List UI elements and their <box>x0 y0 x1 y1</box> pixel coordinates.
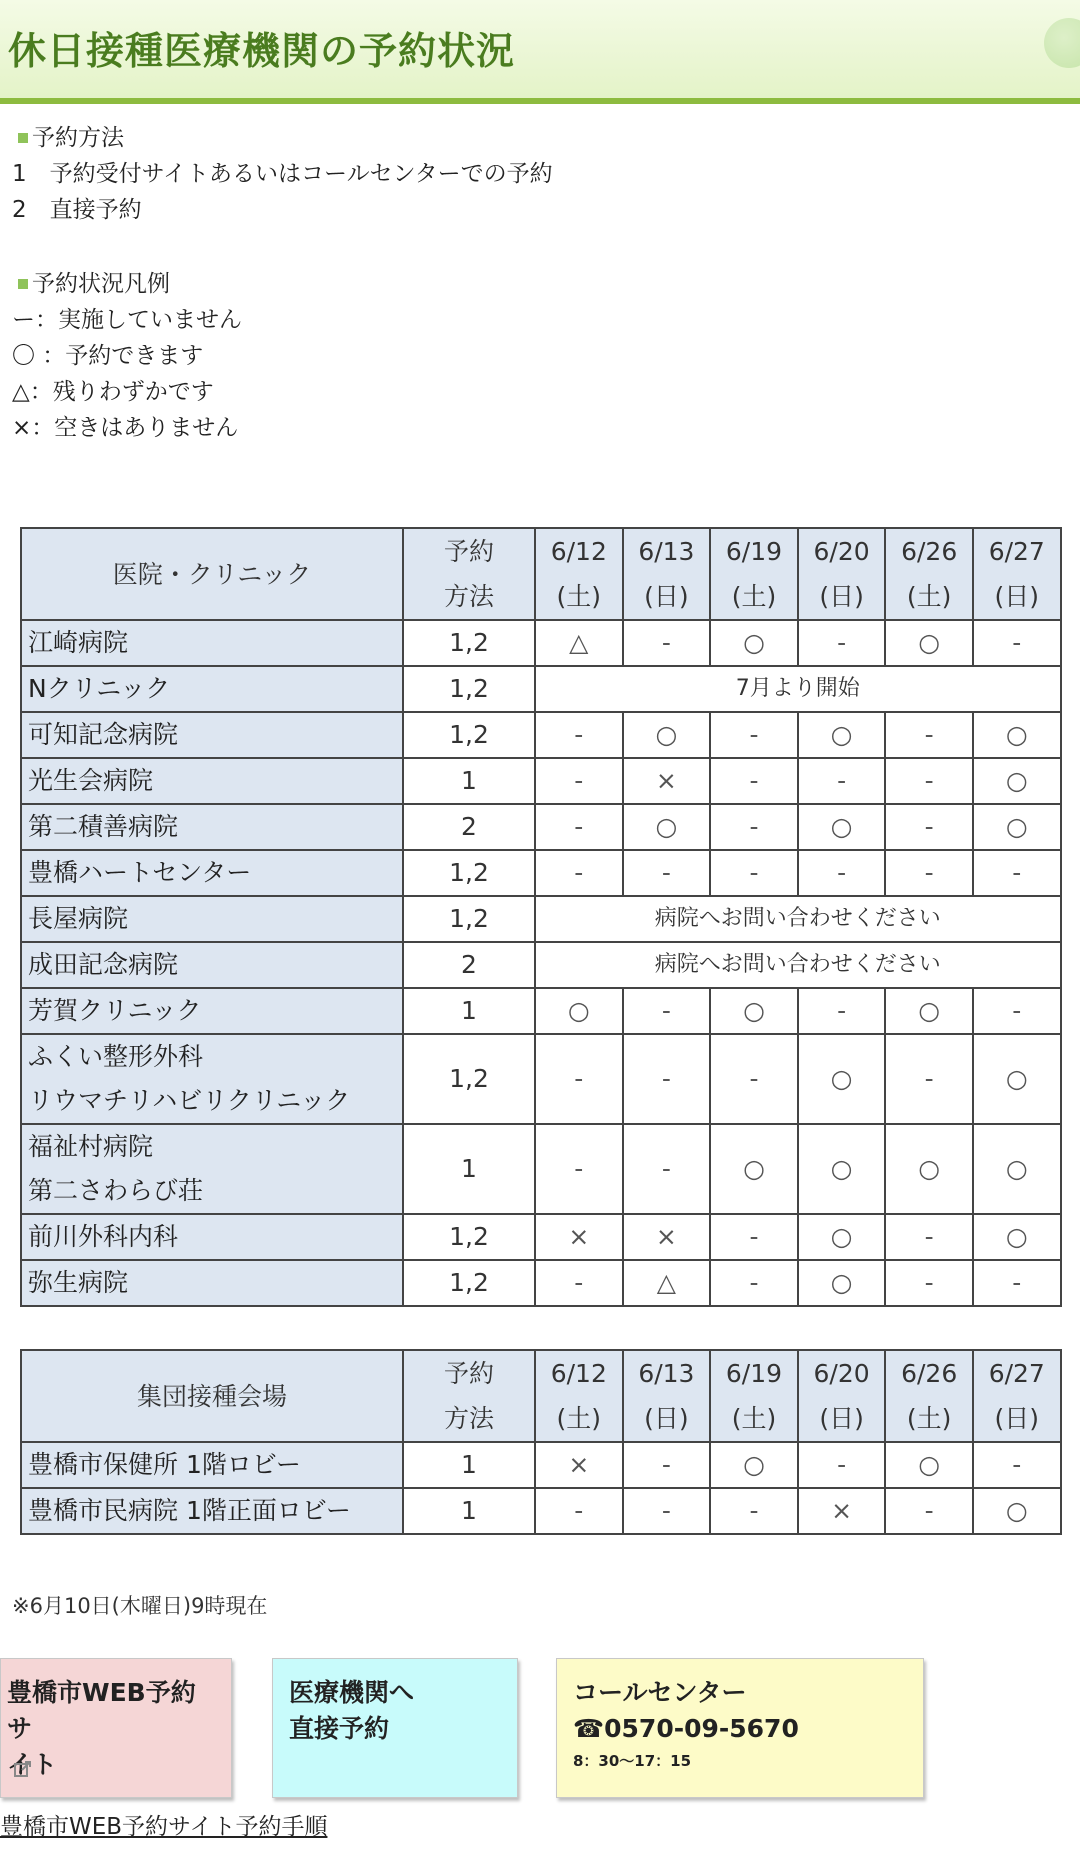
methods-title: 予約方法 <box>32 125 124 151</box>
table-row <box>21 712 1061 758</box>
availability-mark: ○ <box>798 712 886 758</box>
facility-name: 長屋病院 <box>21 896 403 942</box>
table-row <box>21 896 1061 942</box>
availability-mark: ○ <box>798 1260 886 1306</box>
reservation-method: 1 <box>403 988 535 1034</box>
external-link-icon <box>13 1759 33 1779</box>
availability-mark: - <box>535 804 623 850</box>
table-row <box>21 804 1061 850</box>
availability-mark: - <box>973 1442 1061 1488</box>
direct-reservation-label-2: 直接予約 <box>289 1714 390 1743</box>
reservation-method: 1,2 <box>403 1260 535 1306</box>
facility-name: 福祉村病院 第二さわらび荘 <box>21 1124 403 1214</box>
call-center-label: コールセンター <box>573 1678 747 1707</box>
web-reservation-button[interactable] <box>0 1658 232 1798</box>
legend-title: 予約状況凡例 <box>32 271 170 297</box>
status-legend <box>12 266 242 446</box>
availability-mark: ○ <box>623 804 711 850</box>
table-row <box>21 620 1061 666</box>
availability-mark: ○ <box>535 988 623 1034</box>
availability-mark: ○ <box>973 712 1061 758</box>
facility-name: 江崎病院 <box>21 620 403 666</box>
reservation-method: 1,2 <box>403 712 535 758</box>
availability-mark: - <box>973 850 1061 896</box>
availability-mark: - <box>623 620 711 666</box>
facility-name: 豊橋市民病院 1階正面ロビー <box>21 1488 403 1534</box>
web-reservation-guide-link[interactable]: 豊橋市WEB予約サイト予約手順 <box>0 1814 328 1840</box>
availability-mark: - <box>710 1214 798 1260</box>
reservation-method: 1,2 <box>403 666 535 712</box>
column-header-date: 6/19 (土) <box>710 528 798 620</box>
availability-mark: - <box>710 1260 798 1306</box>
column-header-date: 6/13 (日) <box>623 1350 711 1442</box>
facility-name: 豊橋市保健所 1階ロビー <box>21 1442 403 1488</box>
table-row <box>21 988 1061 1034</box>
clinic-schedule-table <box>20 527 1062 1307</box>
call-center-phone: ☎0570-09-5670 <box>573 1714 799 1743</box>
availability-mark: - <box>623 1124 711 1214</box>
legend-item: 〇 ：予約できます <box>12 343 204 369</box>
column-header-date: 6/20 (日) <box>798 1350 886 1442</box>
availability-mark: ○ <box>710 620 798 666</box>
column-header-date: 6/12 (土) <box>535 528 623 620</box>
reservation-method: 1,2 <box>403 620 535 666</box>
facility-name: 光生会病院 <box>21 758 403 804</box>
column-header-date: 6/13 (日) <box>623 528 711 620</box>
availability-mark: × <box>623 1214 711 1260</box>
reservation-method: 1 <box>403 1124 535 1214</box>
availability-mark: - <box>710 804 798 850</box>
facility-name: Nクリニック <box>21 666 403 712</box>
facility-name: 弥生病院 <box>21 1260 403 1306</box>
availability-note: 病院へお問い合わせください <box>535 896 1061 942</box>
availability-mark: - <box>710 850 798 896</box>
reservation-method: 1 <box>403 1442 535 1488</box>
column-header-date: 6/19 (土) <box>710 1350 798 1442</box>
availability-mark: - <box>885 712 973 758</box>
table-row <box>21 666 1061 712</box>
availability-mark: ○ <box>798 1214 886 1260</box>
table-row <box>21 1214 1061 1260</box>
method-item-1: 1 予約受付サイトあるいはコールセンターでの予約 <box>12 161 553 187</box>
reservation-method: 2 <box>403 942 535 988</box>
availability-mark: - <box>535 712 623 758</box>
availability-mark: - <box>798 1442 886 1488</box>
page-header <box>0 0 1080 104</box>
web-reservation-label-2: イト <box>7 1750 58 1779</box>
availability-mark: ○ <box>710 1442 798 1488</box>
availability-note: 病院へお問い合わせください <box>535 942 1061 988</box>
availability-mark: ○ <box>885 988 973 1034</box>
column-header-venue: 集団接種会場 <box>21 1350 403 1442</box>
web-reservation-label-1: 豊橋市WEB予約サ <box>7 1678 196 1743</box>
availability-mark: - <box>710 758 798 804</box>
column-header-clinic: 医院・クリニック <box>21 528 403 620</box>
column-header-method: 予約 方法 <box>403 1350 535 1442</box>
reservation-method: 1 <box>403 1488 535 1534</box>
availability-mark: ○ <box>973 758 1061 804</box>
availability-mark: - <box>973 620 1061 666</box>
legend-item: △：残りわずかです <box>12 379 214 405</box>
availability-mark: - <box>885 804 973 850</box>
leaf-decoration-icon <box>1044 18 1080 68</box>
availability-mark: - <box>535 1124 623 1214</box>
update-note: ※6月10日(木曜日)9時現在 <box>12 1594 268 1618</box>
availability-mark: ○ <box>885 620 973 666</box>
availability-mark: △ <box>535 620 623 666</box>
availability-mark: - <box>623 988 711 1034</box>
availability-mark: - <box>623 1488 711 1534</box>
method-item-2: 2 直接予約 <box>12 197 142 223</box>
availability-mark: - <box>535 1034 623 1124</box>
legend-item: ×：空きはありません <box>12 415 239 441</box>
availability-mark: - <box>798 850 886 896</box>
availability-mark: ○ <box>973 1034 1061 1124</box>
reservation-method: 2 <box>403 804 535 850</box>
column-header-date: 6/27 (日) <box>973 1350 1061 1442</box>
availability-mark: - <box>798 620 886 666</box>
availability-mark: - <box>798 758 886 804</box>
table-row <box>21 1124 1061 1214</box>
availability-mark: ○ <box>710 1124 798 1214</box>
availability-mark: - <box>885 850 973 896</box>
table-row <box>21 942 1061 988</box>
availability-mark: - <box>885 1214 973 1260</box>
call-center-button[interactable] <box>556 1658 924 1798</box>
availability-mark: - <box>535 850 623 896</box>
reservation-method: 1 <box>403 758 535 804</box>
facility-name: 芳賀クリニック <box>21 988 403 1034</box>
availability-mark: ○ <box>885 1442 973 1488</box>
availability-mark: × <box>798 1488 886 1534</box>
table-row <box>21 1260 1061 1306</box>
availability-mark: ○ <box>973 1488 1061 1534</box>
column-header-method: 予約 方法 <box>403 528 535 620</box>
availability-mark: - <box>885 1034 973 1124</box>
availability-mark: - <box>535 758 623 804</box>
availability-mark: - <box>535 1488 623 1534</box>
mass-vaccination-table <box>20 1349 1062 1535</box>
call-center-hours: 8：30〜17：15 <box>573 1752 692 1770</box>
availability-mark: × <box>535 1214 623 1260</box>
reservation-method: 1,2 <box>403 1034 535 1124</box>
availability-mark: ○ <box>798 1034 886 1124</box>
table-row <box>21 850 1061 896</box>
facility-name: 前川外科内科 <box>21 1214 403 1260</box>
table-header-row <box>21 1350 1061 1442</box>
availability-mark: ○ <box>973 1214 1061 1260</box>
reservation-method: 1,2 <box>403 896 535 942</box>
availability-mark: - <box>973 988 1061 1034</box>
availability-mark: ○ <box>973 804 1061 850</box>
availability-mark: ○ <box>710 988 798 1034</box>
availability-mark: - <box>885 1260 973 1306</box>
availability-mark: ○ <box>885 1124 973 1214</box>
column-header-date: 6/20 (日) <box>798 528 886 620</box>
facility-name: 可知記念病院 <box>21 712 403 758</box>
facility-name: ふくい整形外科 リウマチリハビリクリニック <box>21 1034 403 1124</box>
facility-name: 成田記念病院 <box>21 942 403 988</box>
availability-mark: ○ <box>798 1124 886 1214</box>
table-row <box>21 1488 1061 1534</box>
availability-mark: × <box>535 1442 623 1488</box>
bullet-square-icon <box>18 133 28 143</box>
availability-mark: - <box>885 758 973 804</box>
table-row <box>21 1442 1061 1488</box>
legend-item: ー：実施していません <box>12 307 242 333</box>
facility-name: 豊橋ハートセンター <box>21 850 403 896</box>
availability-note: 7月より開始 <box>535 666 1061 712</box>
availability-mark: - <box>973 1260 1061 1306</box>
column-header-date: 6/12 (土) <box>535 1350 623 1442</box>
availability-mark: - <box>710 1488 798 1534</box>
table-header-row <box>21 528 1061 620</box>
table-row <box>21 1034 1061 1124</box>
availability-mark: ○ <box>973 1124 1061 1214</box>
column-header-date: 6/26 (土) <box>885 528 973 620</box>
column-header-date: 6/27 (日) <box>973 528 1061 620</box>
reservation-method: 1,2 <box>403 850 535 896</box>
availability-mark: × <box>623 758 711 804</box>
reservation-methods <box>12 120 553 228</box>
page-title: 休日接種医療機関の予約状況 <box>8 29 516 73</box>
availability-mark: - <box>535 1260 623 1306</box>
direct-reservation-button[interactable] <box>272 1658 518 1798</box>
availability-mark: - <box>623 1442 711 1488</box>
facility-name: 第二積善病院 <box>21 804 403 850</box>
availability-mark: - <box>710 712 798 758</box>
availability-mark: ○ <box>798 804 886 850</box>
availability-mark: △ <box>623 1260 711 1306</box>
availability-mark: - <box>798 988 886 1034</box>
direct-reservation-label-1: 医療機関へ <box>289 1678 415 1707</box>
column-header-date: 6/26 (土) <box>885 1350 973 1442</box>
availability-mark: ○ <box>623 712 711 758</box>
availability-mark: - <box>623 1034 711 1124</box>
availability-mark: - <box>885 1488 973 1534</box>
reservation-method: 1,2 <box>403 1214 535 1260</box>
bullet-square-icon <box>18 279 28 289</box>
table-row <box>21 758 1061 804</box>
availability-mark: - <box>710 1034 798 1124</box>
availability-mark: - <box>623 850 711 896</box>
